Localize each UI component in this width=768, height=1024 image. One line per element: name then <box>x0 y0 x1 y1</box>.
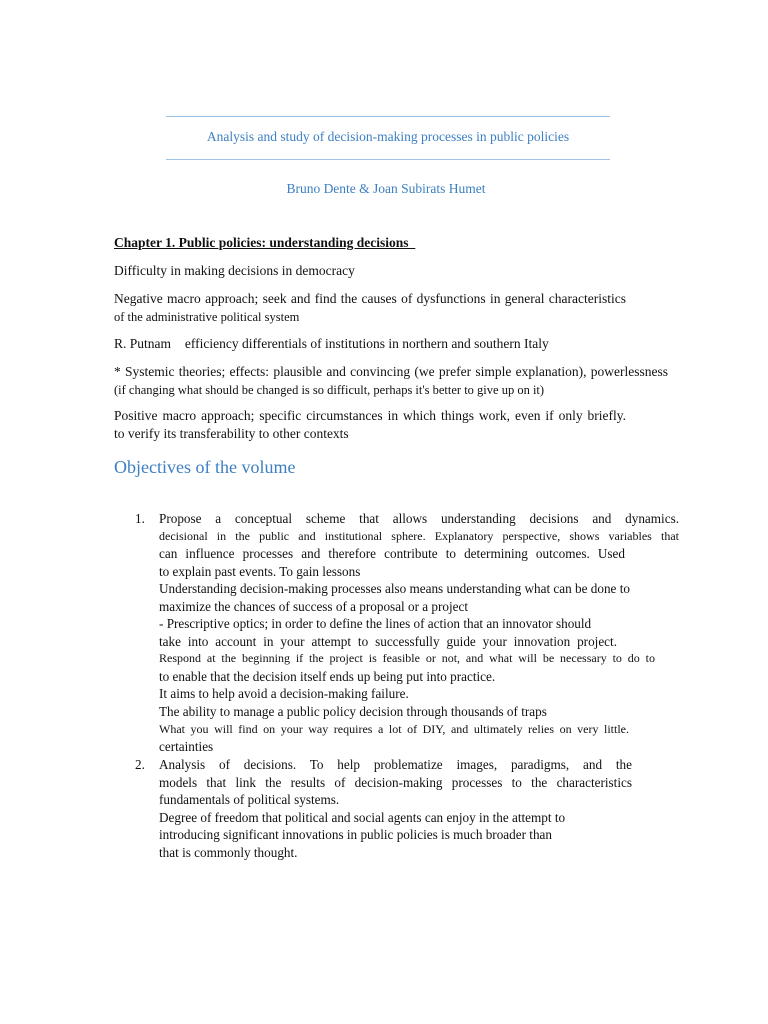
paragraph-systemic-theories <box>114 363 674 399</box>
paragraph-line: Difficulty in making decisions in democracy <box>114 263 355 278</box>
list-line: - Prescriptive optics; in order to define the lines of action that an innovator should <box>159 616 592 632</box>
list-line: It aims to help avoid a decision-making failure. <box>159 686 409 702</box>
list-line: to enable that the decision itself ends up being put into practice. <box>159 668 496 684</box>
list-line: certainties <box>159 739 214 755</box>
list-line: Respond at the beginning if the project is feasible or not, and what will be necessary to do to <box>159 651 655 666</box>
list-line: What you will find on your way requires a lot of DIY, and ultimately relies on very little. <box>159 721 629 736</box>
list-line: decisional in the public and institutional sphere. Explanatory perspective, shows variables that <box>159 528 679 543</box>
paragraph-line: Positive macro approach; specific circumstances in which things work, even if only briefly. <box>114 408 626 423</box>
paragraph-putnam <box>114 335 674 353</box>
paragraph-line: R. Putnam efficiency differentials of institutions in northern and southern Italy <box>114 336 539 351</box>
document-authors: Bruno Dente & Joan Subirats Humet <box>286 181 486 196</box>
list-number: 1. <box>135 511 145 526</box>
paragraph-positive-macro <box>114 407 674 443</box>
list-line: fundamentals of political systems. <box>159 792 340 808</box>
paragraph-line: of the administrative political system <box>114 310 300 324</box>
list-line: Propose a conceptual scheme that allows understanding decisions and dynamics. <box>159 511 679 526</box>
list-line: Degree of freedom that political and social agents can enjoy in the attempt to <box>159 809 566 825</box>
title-bottom-rule <box>166 159 610 160</box>
list-line: to explain past events. To gain lessons <box>159 563 361 579</box>
title-top-rule <box>166 116 610 117</box>
list-number: 2. <box>135 757 145 772</box>
list-line: maximize the chances of success of a proposal or a project <box>159 598 469 614</box>
objectives-heading: Objectives of the volume <box>114 457 296 477</box>
list-line: that is commonly thought. <box>159 844 298 860</box>
list-line: take into account in your attempt to successfully guide your innovation project. <box>159 633 617 649</box>
list-line: can influence processes and therefore contribute to determining outcomes. Used <box>159 546 625 562</box>
paragraph-line: Negative macro approach; seek and find the causes of dysfunctions in general characteristics <box>114 291 626 306</box>
paragraph-negative-macro <box>114 290 674 326</box>
list-line: The ability to manage a public policy decision through thousands of traps <box>159 704 547 720</box>
list-line: Analysis of decisions. To help problematize images, paradigms, and the <box>159 757 632 772</box>
objective-item-2 <box>135 756 679 861</box>
paragraph-difficulty <box>114 262 674 280</box>
list-line: introducing significant innovations in public policies is much broader than <box>159 827 552 843</box>
paragraph-line: (if changing what should be changed is so difficult, perhaps it's better to give up on it) <box>114 383 545 397</box>
objective-item-1 <box>135 510 679 756</box>
chapter-heading: Chapter 1. Public policies: understanding decisions <box>114 235 416 250</box>
list-line: models that link the results of decision-making processes to the characteristics <box>159 774 632 790</box>
list-line: Understanding decision-making processes also means understanding what can be done to <box>159 581 630 597</box>
document-title: Analysis and study of decision-making processes in public policies <box>206 129 570 144</box>
paragraph-line: to verify its transferability to other contexts <box>114 426 349 441</box>
paragraph-line: * Systemic theories; effects: plausible and convincing (we prefer simple explanation), powerlessness <box>114 364 668 379</box>
